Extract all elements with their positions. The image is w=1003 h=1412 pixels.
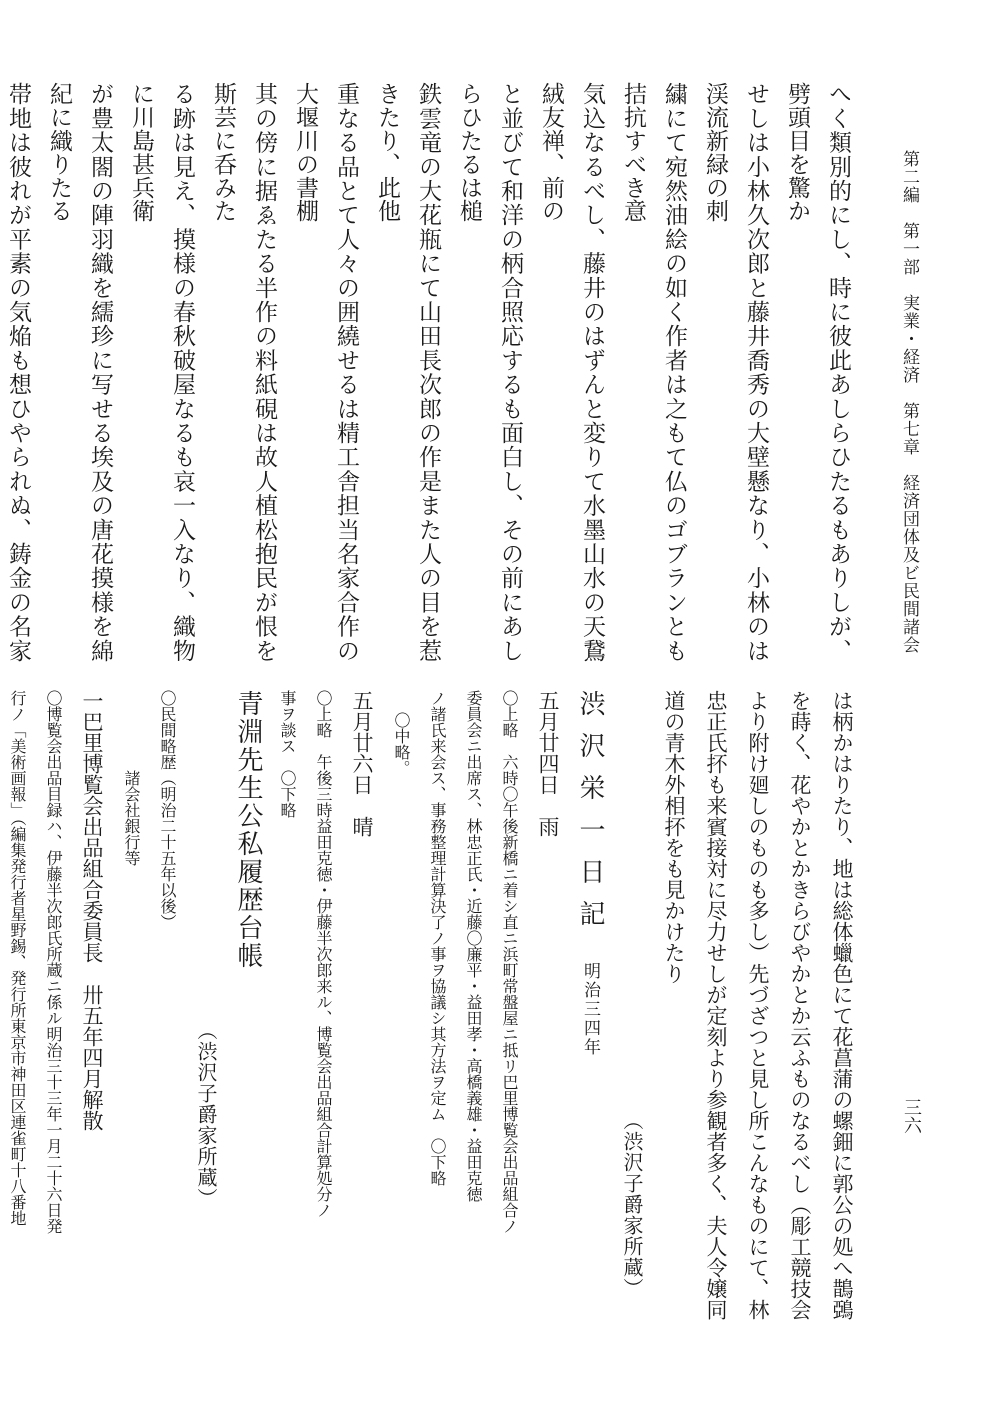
diary-date: 五月廿六日 晴 (350, 690, 374, 837)
diary-entry-line: 事ヲ談ス 〇下略 (278, 690, 297, 818)
text-line: と並びて和洋の柄合照応するも面白し、その前にあしらひたるは槌 (456, 82, 523, 662)
diary-title: 渋沢栄一日記 (575, 690, 605, 942)
text-line: 道の青木外相抔をも見かけたり (662, 690, 686, 984)
running-head: 第二編 第一部 実業・経済 第七章 経済団体及ビ民間諸会 (899, 150, 919, 654)
note-line: 行ノ「美術画報」（編集発行者星野錫、発行所東京市神田区連雀町十八番地 (8, 690, 27, 1226)
text-line: 気込なるべし、藤井のはずんと変りて水墨山水の天鵞絨友禅、前の (538, 82, 605, 662)
diary-entry-line: 委員会ニ出席ス、林忠正氏・近藤〇廉平・益田孝・高橋義雄・益田克徳 (464, 690, 483, 1202)
text-line: せしは小林久次郎と藤井喬秀の大壁懸なり、小林のは渓流新緑の刺 (702, 82, 769, 662)
text-line: 重なる品とて人々の囲繞せるは精工舎担当名家合作の大堰川の書棚 (292, 82, 359, 662)
resume-heading: 青淵先生公私履歴台帳 (233, 690, 263, 970)
diary-heading (569, 690, 611, 1330)
source-citation: （渋沢子爵家所蔵） (620, 1110, 644, 1299)
diary-entry-line: 〇上略 六時〇午後新橋ニ着シ直ニ浜町常盤屋ニ抵リ巴里博覧会出品組合ノ (500, 690, 519, 1234)
resume-line: 諸会社銀行等 (122, 770, 141, 866)
text-line: は柄かはりたり、地は総体蠟色にて花菖蒲の螺鈿に郭公の処へ鵲鵶 (830, 690, 854, 1320)
source-citation: （渋沢子爵家所蔵） (194, 1020, 218, 1209)
diary-date: 五月廿四日 雨 (536, 690, 560, 837)
lower-text-block (8, 690, 863, 1330)
resume-line: 〇民間略歴（明治二十五年以後） (158, 690, 177, 930)
resume-line: 一巴里博覧会出品組合委員長 卅五年四月解散 (80, 690, 104, 1131)
text-line: 其の傍に据ゑたる半作の料紙硯は故人植松抱民が恨を斯芸に呑みた (210, 82, 277, 662)
text-line: る跡は見え、摸様の春秋破屋なるも哀一入なり、織物に川島甚兵衛 (128, 82, 195, 662)
diary-entry-line: 〇上略 午後三時益田克徳・伊藤半次郎来ル、博覧会出品組合計算処分ノ (314, 690, 333, 1218)
note-line: 〇博覧会出品目録ハ、伊藤半次郎氏所蔵ニ係ル明治三十三年一月二十六日発 (44, 690, 63, 1234)
text-line: 帯地は彼れが平素の気焔も想ひやられぬ、鋳金の名家 (5, 82, 31, 662)
page-number: 三六 (901, 1098, 922, 1134)
text-line: より附け廻しのものも多し）先づざつと見し所こんなものにて、林 (746, 690, 770, 1320)
text-line: へく類別的にし、時に彼此あしらひたるもありしが、劈頭目を驚か (784, 82, 851, 662)
diary-entry-line: 〇中略。 (392, 712, 411, 776)
diary-entry-line: ノ諸氏来会ス、事務整理計算決了ノ事ヲ協議シ其方法ヲ定ム 〇下略 (428, 690, 447, 1186)
upper-text-block (5, 82, 858, 662)
text-line: 忠正氏抔も来賓接対に尽力せしが定刻より参観者多く、夫人令嬢同 (704, 690, 728, 1320)
text-line: が豊太閤の陣羽織を繻珍に写せる埃及の唐花摸様を綿紀に織りたる (46, 82, 113, 662)
text-line: 繍にて宛然油絵の如く作者は之もて仏のゴブランとも拮抗すべき意 (620, 82, 687, 662)
text-line: 鉄雲竜の大花瓶にて山田長次郎の作是また人の目を惹きたり、此他 (374, 82, 441, 662)
text-line: を蒔く、花やかとかきらびやかとか云ふものなるべし（彫工競技会 (788, 690, 812, 1320)
diary-year: 明治三四年 (580, 962, 600, 1057)
